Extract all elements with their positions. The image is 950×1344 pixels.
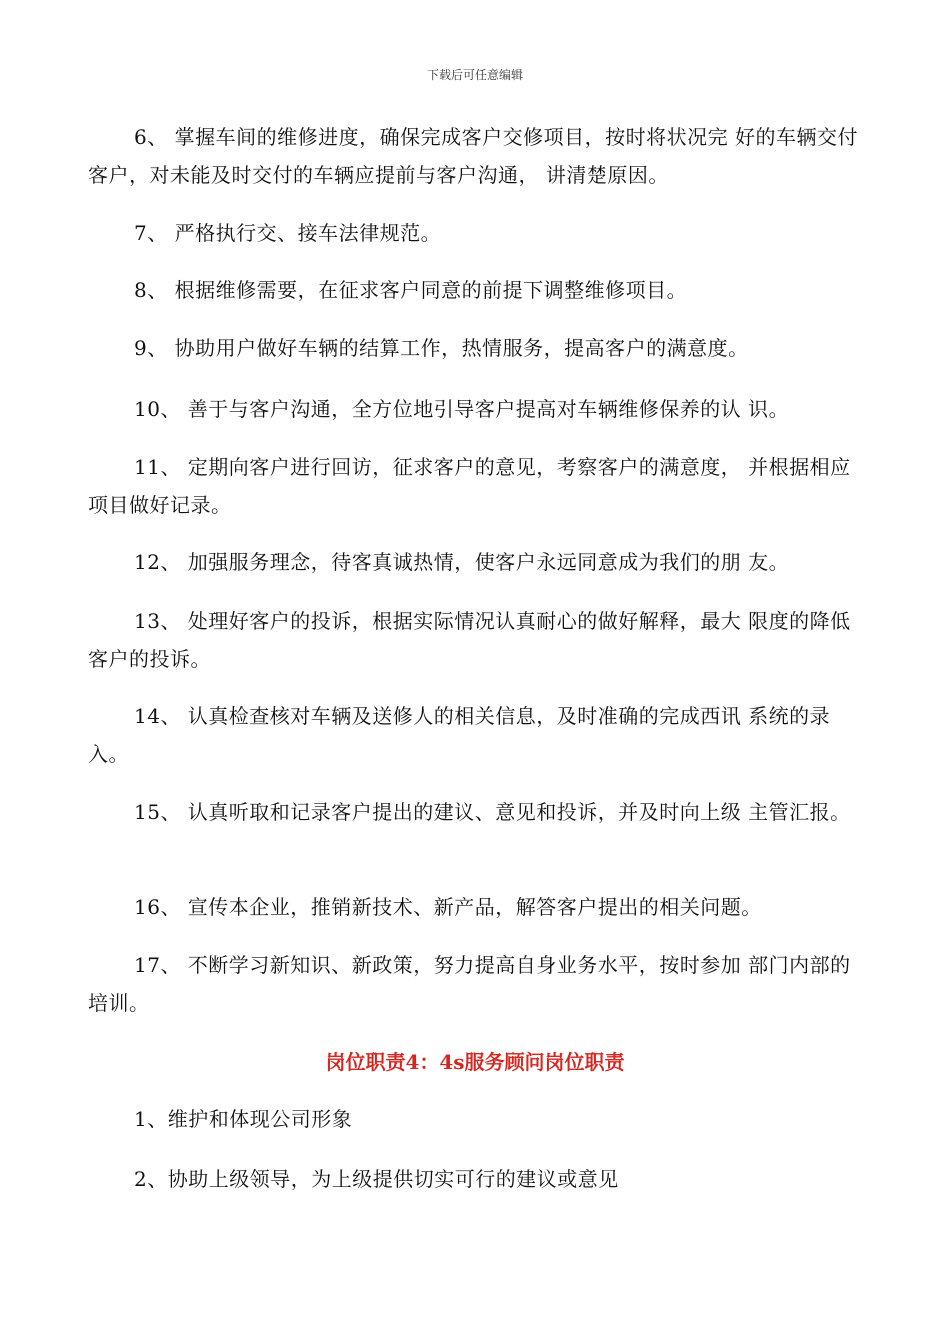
duty-item-17: 17、 不断学习新知识、新政策，努力提高自身业务水平，按时参加 部门内部的培训。 xyxy=(88,953,851,1015)
duty-item-6: 6、 掌握车间的维修进度，确保完成客户交修项目，按时将状况完 好的车辆交付客户，对未能及时交付的车辆应提前与客户沟通， 讲清楚原因。 xyxy=(88,125,858,187)
duty-item-14: 14、 认真检查核对车辆及送修人的相关信息，及时准确的完成西讯 系统的录入。 xyxy=(88,704,831,766)
duty-item-15: 15、 认真听取和记录客户提出的建议、意见和投诉，并及时向上级 主管汇报。 xyxy=(134,800,851,824)
duty-item-13: 13、 处理好客户的投诉，根据实际情况认真耐心的做好解释，最大 限度的降低客户的投诉。 xyxy=(88,609,851,671)
duty-item-9: 9、 协助用户做好车辆的结算工作，热情服务，提高客户的满意度。 xyxy=(134,336,749,360)
section-item-2: 2、协助上级领导，为上级提供切实可行的建议或意见 xyxy=(134,1167,619,1191)
duty-item-16: 16、 宣传本企业，推销新技术、新产品，解答客户提出的相关问题。 xyxy=(134,895,762,919)
duty-item-7: 7、 严格执行交、接车法律规范。 xyxy=(134,221,442,245)
duty-item-12: 12、 加强服务理念，待客真诚热情，使客户永远同意成为我们的朋 友。 xyxy=(134,550,790,574)
section-item-1: 1、维护和体现公司形象 xyxy=(134,1107,353,1131)
duty-item-10: 10、 善于与客户沟通，全方位地引导客户提高对车辆维修保养的认 识。 xyxy=(134,397,790,421)
duty-item-8: 8、 根据维修需要，在征求客户同意的前提下调整维修项目。 xyxy=(134,278,688,302)
section-heading: 岗位职责4：4s服务顾问岗位职责 xyxy=(325,1050,625,1074)
page-header-note: 下载后可任意编辑 xyxy=(426,68,523,82)
duty-item-11: 11、 定期向客户进行回访，征求客户的意见，考察客户的满意度， 并根据相应项目做好记录。 xyxy=(88,455,851,517)
